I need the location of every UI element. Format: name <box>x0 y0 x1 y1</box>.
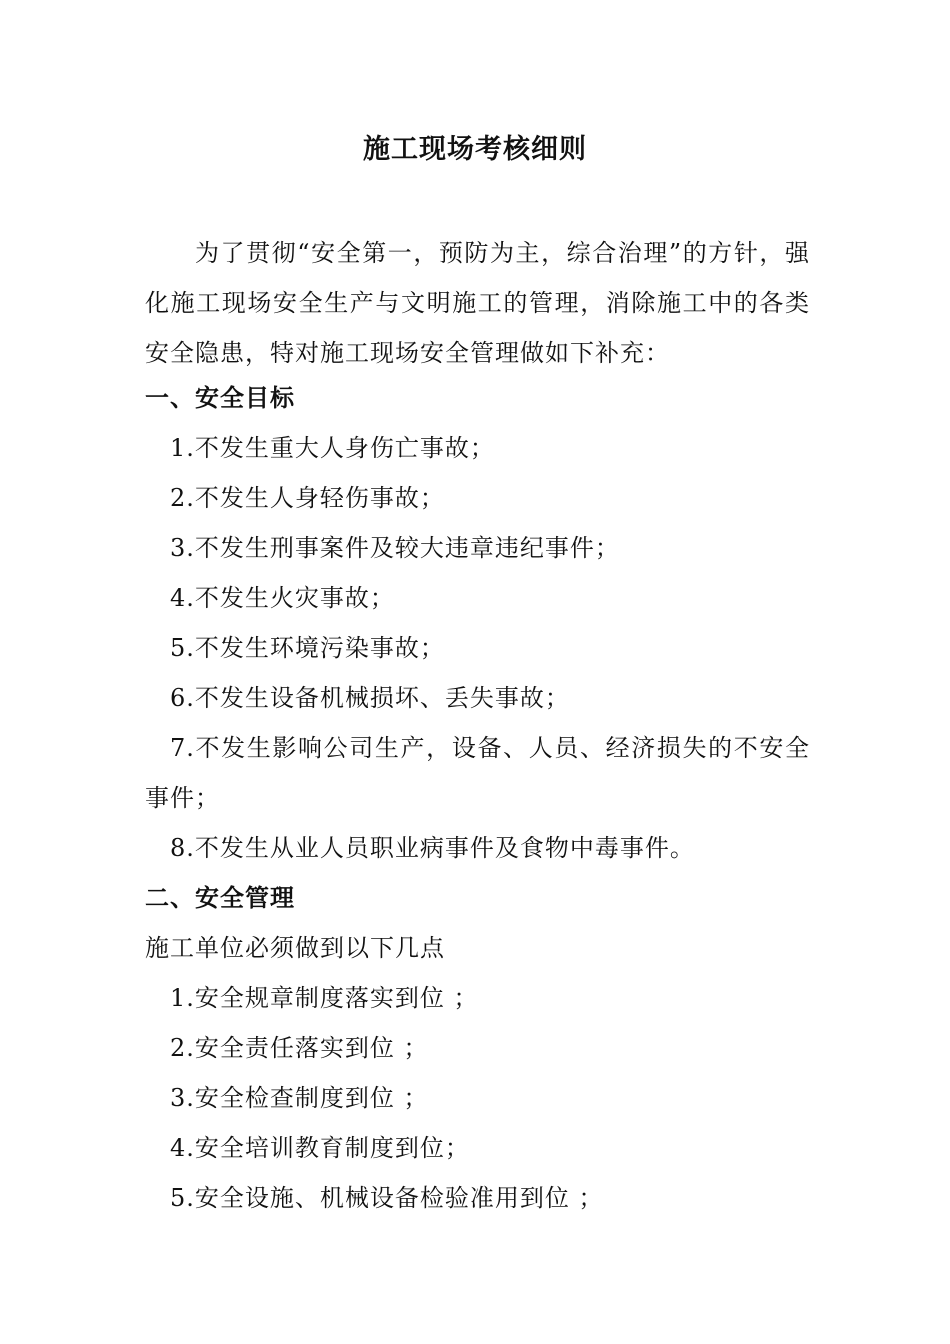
list-item: 4.安全培训教育制度到位； <box>170 1134 470 1162</box>
section-heading-safety-goals: 一、安全目标 <box>145 383 295 412</box>
section-heading-safety-management: 二、安全管理 <box>145 883 295 912</box>
list-item: 8.不发生从业人员职业病事件及食物中毒事件。 <box>170 834 695 862</box>
list-item: 3.安全检查制度到位 ； <box>170 1084 429 1112</box>
section-lead-text: 施工单位必须做到以下几点 <box>145 934 445 962</box>
list-item: 6.不发生设备机械损坏、丢失事故； <box>170 684 570 712</box>
list-item: 3.不发生刑事案件及较大违章违纪事件； <box>170 534 620 562</box>
intro-paragraph: 为了贯彻“安全第一，预防为主，综合治理”的方针，强化施工现场安全生产与文明施工的管理，消除施工中的各类安全隐患，特对施工现场安全管理做如下补充： <box>145 239 810 367</box>
list-item: 4.不发生火灾事故； <box>170 584 395 612</box>
list-item: 5.不发生环境污染事故； <box>170 634 445 662</box>
list-item: 2.安全责任落实到位 ； <box>170 1034 429 1062</box>
document-title: 施工现场考核细则 <box>363 134 587 165</box>
list-item: 1.安全规章制度落实到位 ； <box>170 984 479 1012</box>
list-item: 5.安全设施、机械设备检验准用到位 ； <box>170 1184 604 1212</box>
list-item: 1.不发生重大人身伤亡事故； <box>170 434 495 462</box>
list-item: 2.不发生人身轻伤事故； <box>170 484 445 512</box>
list-item: 7.不发生影响公司生产，设备、人员、经济损失的不安全事件； <box>145 734 810 812</box>
